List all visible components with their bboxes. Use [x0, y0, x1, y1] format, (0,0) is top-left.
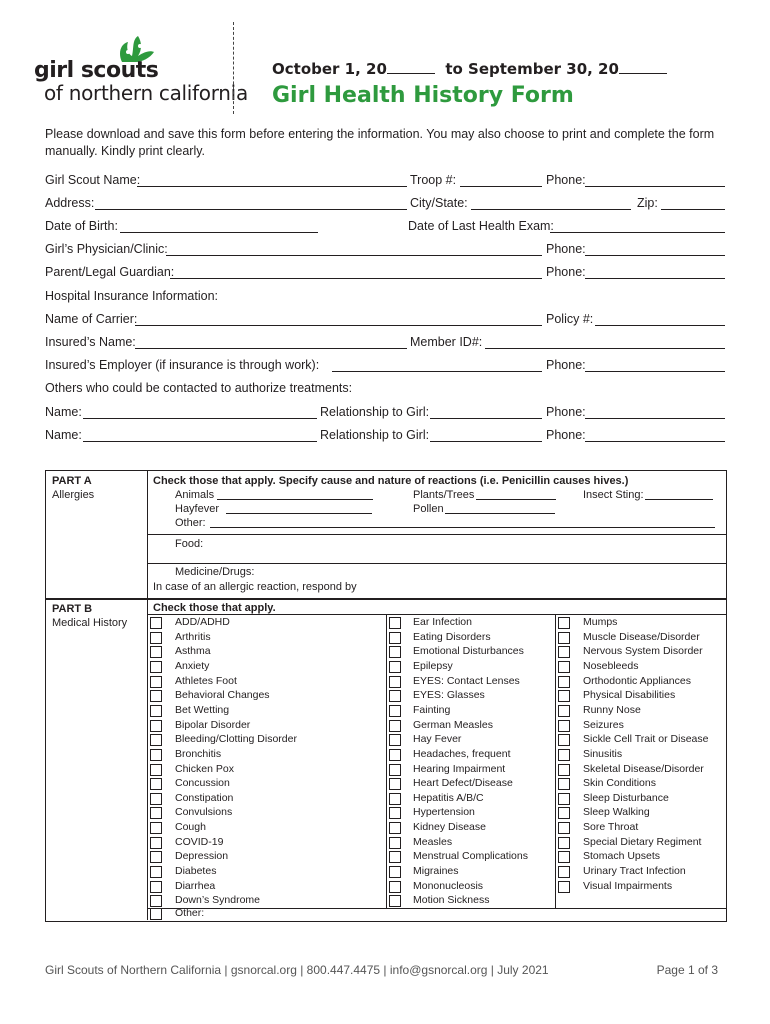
insect-field[interactable]	[645, 499, 713, 500]
condition-label: ADD/ADHD	[175, 616, 230, 628]
condition-label: Behavioral Changes	[175, 689, 270, 702]
member-id-field[interactable]	[485, 348, 725, 349]
condition-checkbox[interactable]	[558, 749, 570, 761]
contact1-phone-label: Phone:	[546, 405, 586, 419]
condition-label: Depression	[175, 850, 229, 863]
others-heading: Others who could be contacted to authorize treatments:	[45, 381, 353, 395]
condition-checkbox[interactable]	[389, 705, 401, 717]
condition-label: Runny Nose	[583, 703, 641, 716]
year-to-field[interactable]	[619, 61, 667, 74]
condition-checkbox[interactable]	[150, 720, 162, 732]
condition-checkbox[interactable]	[389, 807, 401, 819]
city-state-label: City/State:	[410, 196, 468, 210]
policy-field[interactable]	[595, 325, 725, 326]
carrier-field[interactable]	[135, 325, 542, 326]
condition-label: Nervous System Disorder	[583, 645, 703, 658]
contact1-relationship-field[interactable]	[430, 418, 542, 419]
condition-label: Bet Wetting	[175, 703, 230, 716]
medicine-label: Medicine/Drugs:	[175, 566, 255, 578]
condition-label: Urinary Tract Infection	[583, 865, 686, 878]
condition-label: Hypertension	[413, 806, 475, 819]
condition-label: Athletes Foot	[175, 674, 237, 687]
condition-label: Heart Defect/Disease	[413, 777, 513, 790]
condition-checkbox[interactable]	[558, 661, 570, 673]
condition-label: Special Dietary Regiment	[583, 835, 702, 848]
condition-checkbox[interactable]	[389, 661, 401, 673]
condition-label: Measles	[413, 835, 453, 848]
hayfever-label: Hayfever	[175, 503, 220, 515]
guardian-phone-field[interactable]	[585, 278, 725, 279]
condition-label: Sleep Walking	[583, 806, 650, 819]
condition-checkbox[interactable]	[558, 617, 570, 629]
condition-label: Ear Infection	[413, 616, 472, 628]
other-allergy-field[interactable]	[210, 527, 715, 528]
last-exam-field[interactable]	[550, 232, 725, 233]
food-label: Food:	[175, 538, 204, 550]
row-address	[45, 196, 725, 214]
condition-label: Concussion	[175, 777, 230, 790]
row-name	[45, 173, 725, 191]
logo-line1: girl scouts	[34, 58, 159, 83]
condition-label: Sleep Disturbance	[583, 791, 669, 804]
condition-label: Kidney Disease	[413, 821, 486, 834]
condition-label: Mononucleosis	[413, 879, 484, 892]
condition-label: EYES: Glasses	[413, 689, 485, 702]
condition-checkbox[interactable]	[150, 851, 162, 863]
condition-checkbox[interactable]	[389, 778, 401, 790]
condition-checkbox[interactable]	[150, 690, 162, 702]
condition-label: EYES: Contact Lenses	[413, 674, 520, 687]
condition-checkbox[interactable]	[389, 881, 401, 893]
condition-checkbox[interactable]	[389, 895, 401, 907]
phone-field[interactable]	[585, 186, 725, 187]
pollen-label: Pollen	[413, 503, 444, 515]
condition-checkbox[interactable]	[558, 851, 570, 863]
row-carrier	[45, 312, 725, 330]
condition-label: Hearing Impairment	[413, 762, 506, 775]
troop-field[interactable]	[460, 186, 542, 187]
contact2-name-label: Name:	[45, 428, 82, 442]
condition-checkbox[interactable]	[558, 866, 570, 878]
condition-checkbox[interactable]	[558, 720, 570, 732]
condition-label: Anxiety	[175, 659, 210, 672]
insect-label: Insect Sting:	[583, 489, 644, 501]
condition-label: Muscle Disease/Disorder	[583, 630, 700, 643]
row-dob	[45, 219, 725, 237]
condition-checkbox[interactable]	[558, 837, 570, 849]
employer-phone-label: Phone:	[546, 358, 586, 372]
row-contact-1	[45, 405, 725, 423]
row-others-heading	[45, 381, 725, 399]
condition-checkbox[interactable]	[150, 764, 162, 776]
troop-label: Troop #:	[410, 173, 457, 187]
condition-checkbox[interactable]	[389, 690, 401, 702]
condition-checkbox[interactable]	[558, 690, 570, 702]
condition-label: Seizures	[583, 718, 624, 731]
condition-checkbox[interactable]	[558, 632, 570, 644]
condition-checkbox[interactable]	[389, 720, 401, 732]
condition-checkbox[interactable]	[558, 705, 570, 717]
condition-checkbox[interactable]	[389, 764, 401, 776]
condition-label: Asthma	[175, 645, 211, 658]
condition-label: Mumps	[583, 616, 618, 628]
carrier-label: Name of Carrier:	[45, 312, 138, 326]
condition-label: Bleeding/Clotting Disorder	[175, 733, 297, 746]
contact1-name-label: Name:	[45, 405, 82, 419]
employer-phone-field[interactable]	[585, 371, 725, 372]
condition-label: Convulsions	[175, 806, 233, 819]
dob-field[interactable]	[120, 232, 318, 233]
condition-checkbox[interactable]	[558, 793, 570, 805]
footer-text: Girl Scouts of Northern California | gsnorcal.org | 800.447.4475 | info@gsnorcal.org | July 2021	[45, 963, 549, 977]
contact2-name-field[interactable]	[83, 441, 317, 442]
condition-label: Motion Sickness	[413, 894, 490, 907]
condition-label: Headaches, frequent	[413, 747, 511, 760]
last-exam-label: Date of Last Health Exam:	[408, 219, 554, 233]
plants-field[interactable]	[476, 499, 556, 500]
condition-label: Fainting	[413, 703, 451, 716]
condition-label: Nosebleeds	[583, 659, 639, 672]
physician-label: Girl’s Physician/Clinic:	[45, 242, 168, 256]
intro-text: Please download and save this form before entering the information. You may also choose to print and complete the form manually. Kindly print clearly.	[45, 127, 715, 158]
city-state-field[interactable]	[471, 209, 631, 210]
condition-checkbox[interactable]	[558, 676, 570, 688]
condition-label: Menstrual Complications	[413, 850, 528, 863]
contact1-relationship-label: Relationship to Girl:	[320, 405, 430, 419]
insurance-heading: Hospital Insurance Information:	[45, 289, 219, 303]
contact2-relationship-label: Relationship to Girl:	[320, 428, 430, 442]
girl-scout-name-label: Girl Scout Name:	[45, 173, 141, 187]
condition-checkbox[interactable]	[150, 749, 162, 761]
row-insurance-heading	[45, 289, 725, 307]
condition-label: Bipolar Disorder	[175, 718, 251, 731]
pollen-field[interactable]	[445, 513, 555, 514]
respond-label: In case of an allergic reaction, respond by	[153, 581, 357, 593]
condition-checkbox[interactable]	[150, 676, 162, 688]
address-field[interactable]	[95, 209, 407, 210]
condition-checkbox[interactable]	[389, 646, 401, 658]
physician-field[interactable]	[166, 255, 542, 256]
condition-checkbox[interactable]	[558, 734, 570, 746]
date-range	[272, 60, 667, 78]
employer-label: Insured’s Employer (if insurance is through work):	[45, 358, 320, 372]
part-b-subtitle: Medical History	[52, 617, 128, 629]
part-a-subtitle: Allergies	[52, 489, 95, 501]
condition-checkbox[interactable]	[389, 632, 401, 644]
physician-phone-field[interactable]	[585, 255, 725, 256]
condition-checkbox[interactable]	[150, 778, 162, 790]
condition-checkbox[interactable]	[558, 807, 570, 819]
condition-label: Visual Impairments	[583, 879, 673, 892]
condition-checkbox[interactable]	[150, 866, 162, 878]
guardian-label: Parent/Legal Guardian:	[45, 265, 175, 279]
condition-label: Bronchitis	[175, 747, 222, 760]
date-to: to September 30, 20	[445, 60, 619, 78]
condition-checkbox[interactable]	[150, 895, 162, 907]
row-physician	[45, 242, 725, 260]
phone-label: Phone:	[546, 173, 586, 187]
employer-field[interactable]	[332, 371, 542, 372]
contact2-phone-label: Phone:	[546, 428, 586, 442]
condition-checkbox[interactable]	[150, 837, 162, 849]
plants-label: Plants/Trees	[413, 489, 475, 501]
condition-checkbox[interactable]	[150, 881, 162, 893]
condition-checkbox[interactable]	[389, 866, 401, 878]
condition-checkbox[interactable]	[150, 705, 162, 717]
contact2-relationship-field[interactable]	[430, 441, 542, 442]
condition-label: Emotional Disturbances	[413, 645, 524, 658]
condition-checkbox[interactable]	[558, 881, 570, 893]
row-employer	[45, 358, 725, 376]
condition-label: Sickle Cell Trait or Disease	[583, 733, 709, 746]
part-b-instruction: Check those that apply.	[153, 602, 276, 614]
form-title: Girl Health History Form	[272, 83, 574, 108]
insured-name-label: Insured’s Name:	[45, 335, 136, 349]
condition-label: Epilepsy	[413, 659, 453, 672]
condition-label: Migraines	[413, 865, 459, 878]
part-b-title: PART B	[52, 603, 93, 615]
animals-label: Animals	[175, 489, 215, 501]
insured-name-field[interactable]	[135, 348, 407, 349]
condition-checkbox[interactable]	[389, 822, 401, 834]
page-number: Page 1 of 3	[656, 963, 718, 977]
date-from: October 1, 20	[272, 60, 387, 78]
condition-checkbox[interactable]	[150, 646, 162, 658]
condition-label: Chicken Pox	[175, 762, 234, 775]
condition-label: Skin Conditions	[583, 777, 656, 790]
condition-label: Skeletal Disease/Disorder	[583, 762, 704, 775]
other-condition-label: Other:	[175, 907, 205, 919]
zip-label: Zip:	[637, 196, 658, 210]
year-from-field[interactable]	[387, 61, 435, 74]
condition-label: Diabetes	[175, 865, 217, 878]
hayfever-field[interactable]	[226, 513, 372, 514]
condition-checkbox[interactable]	[558, 822, 570, 834]
condition-checkbox[interactable]	[150, 807, 162, 819]
condition-label: Eating Disorders	[413, 630, 491, 643]
condition-label: Hay Fever	[413, 733, 462, 746]
condition-label: Orthodontic Appliances	[583, 674, 691, 687]
condition-checkbox[interactable]	[389, 749, 401, 761]
guardian-phone-label: Phone:	[546, 265, 586, 279]
condition-label: Stomach Upsets	[583, 850, 661, 863]
contact2-phone-field[interactable]	[585, 441, 725, 442]
contact1-phone-field[interactable]	[585, 418, 725, 419]
condition-checkbox[interactable]	[389, 837, 401, 849]
condition-checkbox[interactable]	[150, 734, 162, 746]
condition-label: Down’s Syndrome	[175, 894, 261, 907]
contact1-name-field[interactable]	[83, 418, 317, 419]
policy-label: Policy #:	[546, 312, 594, 326]
physician-phone-label: Phone:	[546, 242, 586, 256]
condition-checkbox[interactable]	[150, 617, 162, 629]
guardian-field[interactable]	[170, 278, 542, 279]
condition-checkbox[interactable]	[389, 793, 401, 805]
condition-label: German Measles	[413, 718, 493, 731]
condition-checkbox[interactable]	[389, 851, 401, 863]
condition-checkbox[interactable]	[558, 778, 570, 790]
condition-label: Constipation	[175, 791, 234, 804]
condition-label: Physical Disabilities	[583, 689, 676, 702]
condition-checkbox[interactable]	[150, 661, 162, 673]
condition-checkbox[interactable]	[150, 793, 162, 805]
condition-checkbox[interactable]	[558, 646, 570, 658]
zip-field[interactable]	[661, 209, 725, 210]
row-insured	[45, 335, 725, 353]
dob-label: Date of Birth:	[45, 219, 118, 233]
condition-checkbox[interactable]	[389, 734, 401, 746]
header-divider	[233, 22, 234, 114]
other-allergy-label: Other:	[175, 517, 206, 529]
animals-field[interactable]	[217, 499, 373, 500]
condition-label: Hepatitis A/B/C	[413, 791, 484, 804]
condition-checkbox[interactable]	[558, 764, 570, 776]
address-label: Address:	[45, 196, 95, 210]
part-a-title: PART A	[52, 475, 92, 487]
row-guardian	[45, 265, 725, 283]
condition-label: Sinusitis	[583, 747, 623, 760]
condition-checkbox[interactable]	[389, 676, 401, 688]
row-contact-2	[45, 428, 725, 446]
logo-line2: of northern california	[44, 81, 248, 105]
condition-label: Sore Throat	[583, 821, 639, 834]
girl-scout-name-field[interactable]	[137, 186, 407, 187]
condition-label: Arthritis	[175, 630, 211, 643]
condition-label: Cough	[175, 821, 206, 834]
member-id-label: Member ID#:	[410, 335, 483, 349]
condition-label: COVID-19	[175, 835, 224, 848]
condition-checkbox[interactable]	[150, 822, 162, 834]
part-a-instruction: Check those that apply. Specify cause and nature of reactions (i.e. Penicillin causes hives.)	[153, 475, 629, 487]
condition-checkbox[interactable]	[150, 632, 162, 644]
other-condition-checkbox[interactable]	[150, 908, 162, 920]
condition-checkbox[interactable]	[389, 617, 401, 629]
condition-label: Diarrhea	[175, 879, 216, 892]
